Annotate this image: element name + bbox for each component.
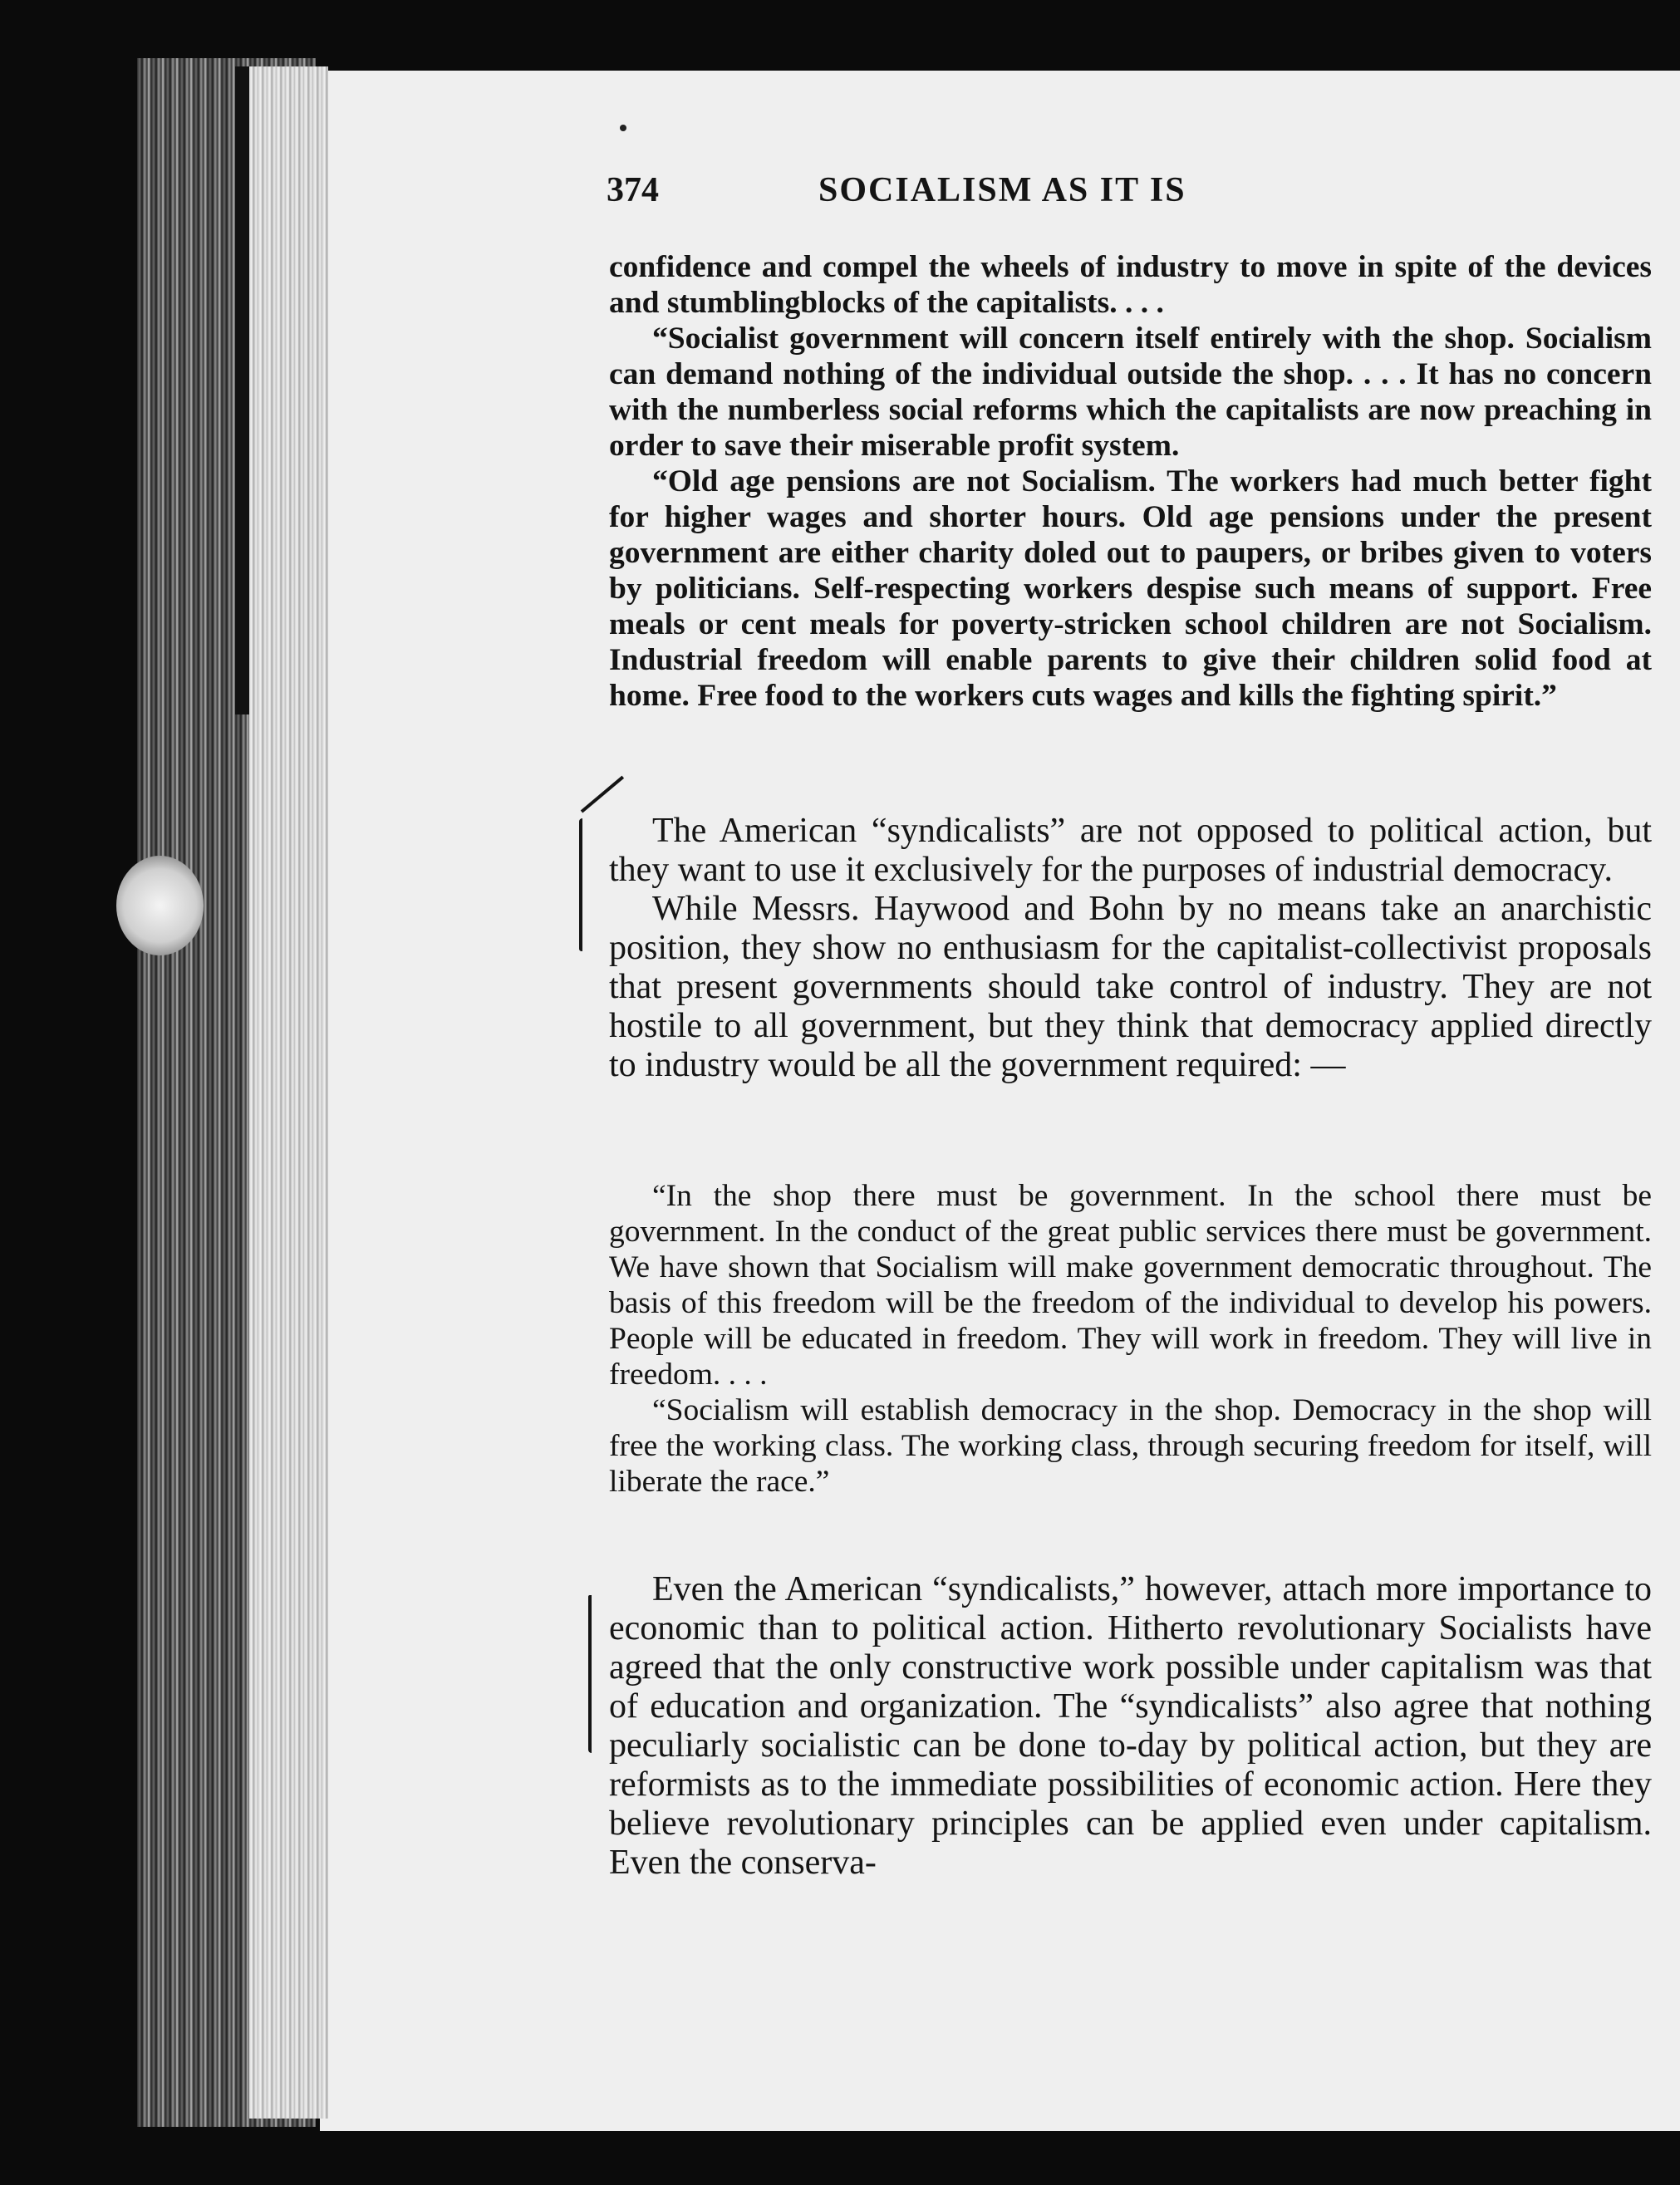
page-stack-edge	[249, 66, 328, 2119]
running-title: SOCIALISM AS IT IS	[818, 171, 1186, 209]
body-block-2	[609, 812, 1652, 1085]
quoted-block-1	[609, 249, 1652, 714]
paragraph: “In the shop there must be government. In the school there must be government. In the conduct of the great public services there must be government. We have shown that Socialism will make government democratic throughout. The basis of this freedom will be the freedom of the individual to develop his powers. People will be educated in freedom. They will work in freedom. They will live in freedom. . . .	[609, 1179, 1652, 1392]
paragraph: Even the American “syndicalists,” however, attach more importance to economic than to political action. Hitherto revolutionary Socialists have agreed that the only constructive work possible under capitalism was that of education and organization. The “syndicalists” also agree that nothing peculiarly socialistic can be done to-day by political action, but they are reformists as to the immediate possibilities of economic action. Here they believe revolutionary principles can be applied even under capitalism. Even the conserva-	[609, 1570, 1652, 1882]
margin-bracket	[579, 818, 582, 951]
ink-dot	[620, 125, 626, 131]
paragraph: “Socialist government will concern itself entirely with the shop. Socialism can demand nothing of the individual outside the shop. . . . It has no concern with the numberless social reforms which the capitalists are now preaching in order to save their miserable profit system.	[609, 322, 1652, 463]
paragraph: confidence and compel the wheels of industry to move in spite of the devices and stumblingblocks of the capitalists. . . .	[609, 250, 1652, 320]
paragraph: “Socialism will establish democracy in the shop. Democracy in the shop will free the working class. The working class, through securing freedom for itself, will liberate the race.”	[609, 1393, 1652, 1499]
page-header	[607, 170, 1662, 220]
paragraph: “Old age pensions are not Socialism. The workers had much better fight for higher wages and shorter hours. Old age pensions under the present government are either charity doled out to paupers, or bribes given to voters by politicians. Self-respecting workers despise such means of support. Free meals or cent meals for poverty-stricken school children are not Socialism. Industrial freedom will enable parents to give their children solid food at home. Free food to the workers cuts wages and kills the fighting spirit.”	[609, 464, 1652, 713]
paragraph: While Messrs. Haywood and Bohn by no means take an anarchistic position, they show no enthusiasm for the capitalist-collectivist proposals that present governments should take control of industry. They are not hostile to all government, but they think that democracy applied directly to industry would be all the government required: —	[609, 890, 1652, 1084]
paper-damage-spot	[116, 856, 204, 955]
body-block-4	[609, 1570, 1652, 1883]
margin-bracket	[588, 1595, 592, 1753]
quoted-block-3	[609, 1178, 1652, 1500]
page-number: 374	[607, 171, 659, 209]
paragraph: The American “syndicalists” are not opposed to political action, but they want to use it exclusively for the purposes of industrial democracy.	[609, 812, 1652, 889]
